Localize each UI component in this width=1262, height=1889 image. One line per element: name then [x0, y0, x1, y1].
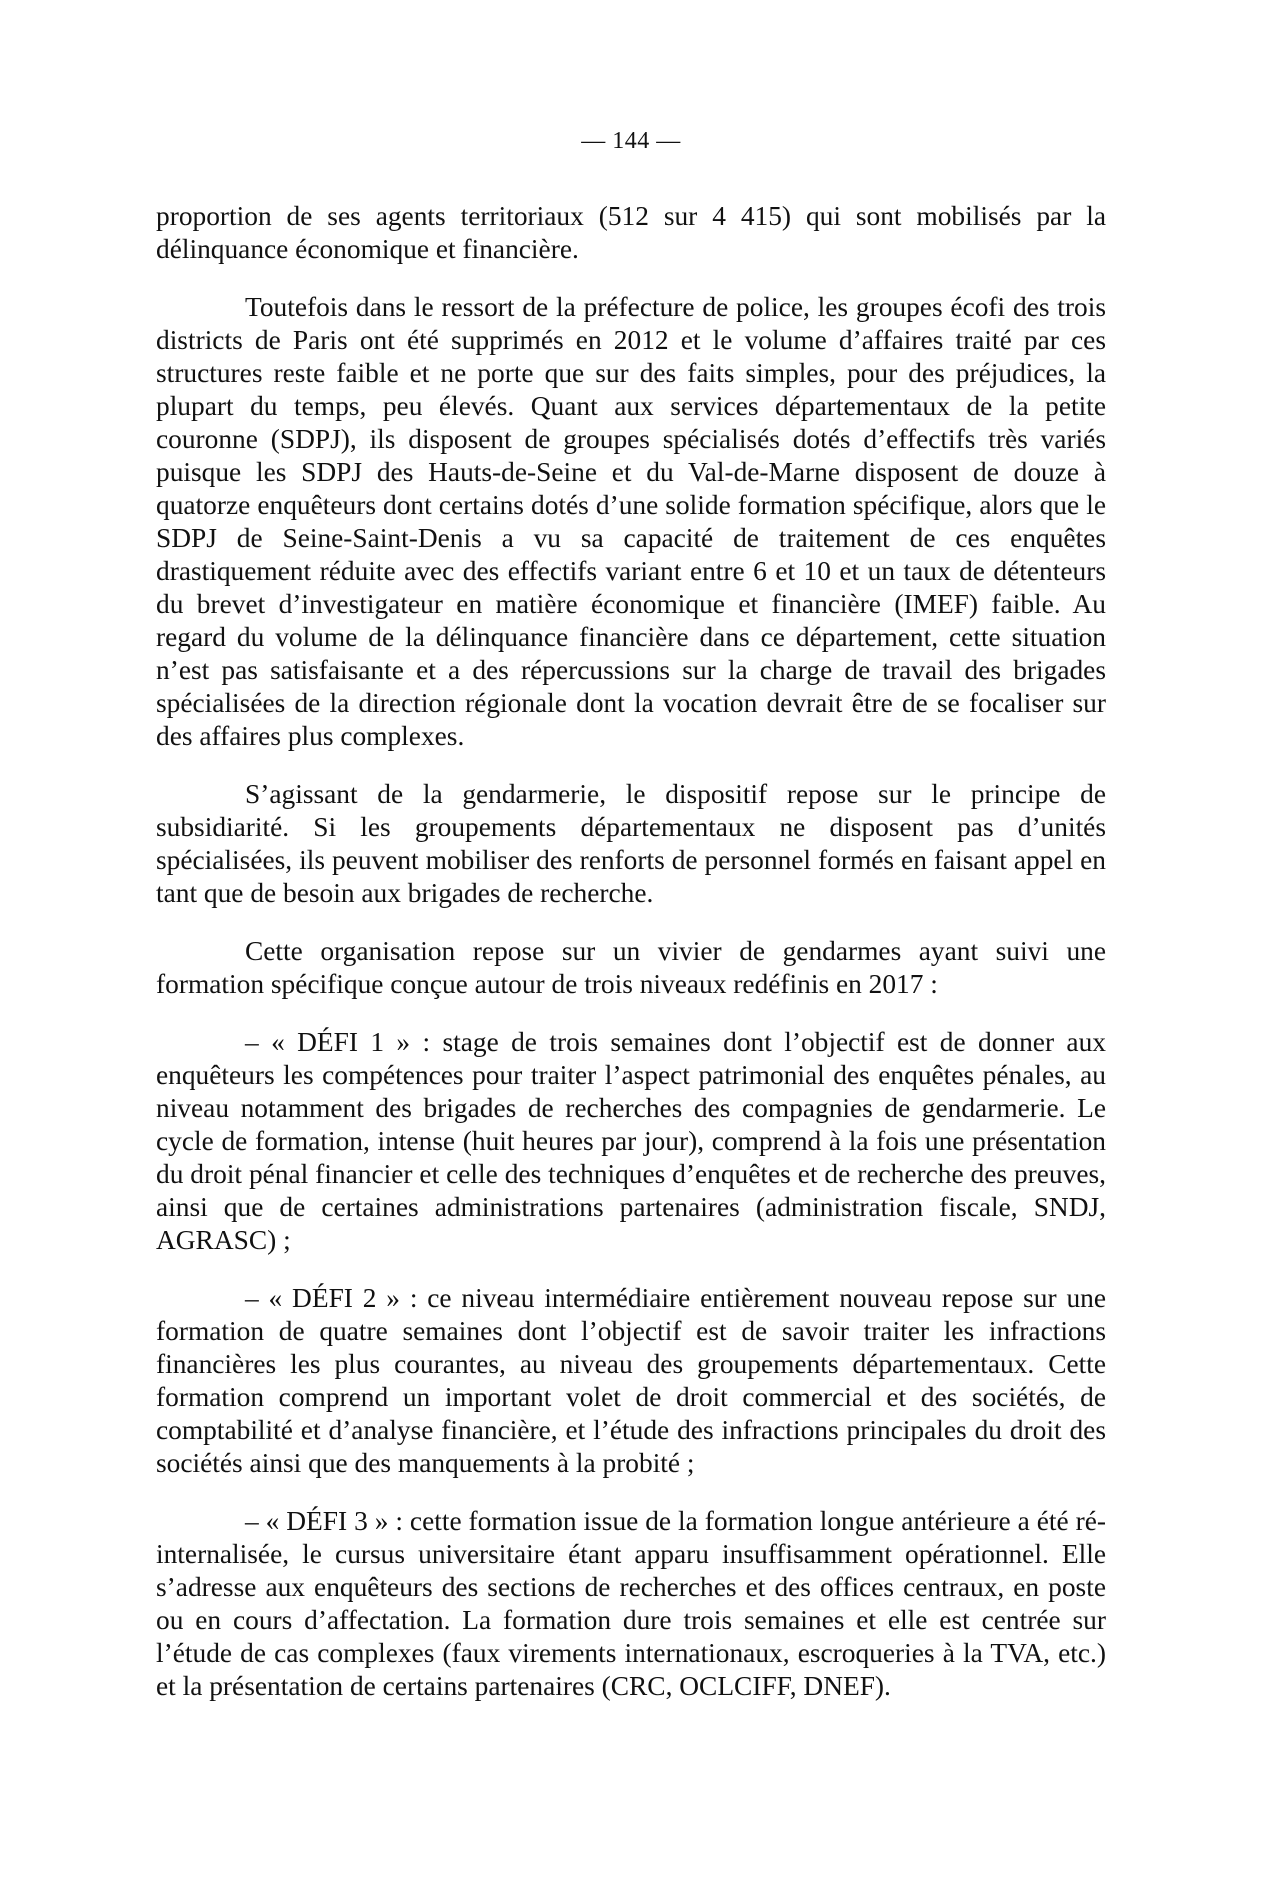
list-item-defi-1: – « DÉFI 1 » : stage de trois semaines dont l’objectif est de donner aux enquêteurs les compétences pour traiter l’aspect patrimonial des enquêtes pénales, au niveau notamment des brigades de recherches des compagnies de gendarmerie. Le cycle de formation, intense (huit heures par jour), comprend à la fois une présentation du droit pénal financier et celle des techniques d’enquêtes et de recherche des preuves, ainsi que de certaines administrations partenaires (administration fiscale, SNDJ, AGRASC) ; — [156, 1027, 1106, 1255]
list-item-defi-3: – « DÉFI 3 » : cette formation issue de la formation longue antérieure a été ré-internalisée, le cursus universitaire étant apparu insuffisamment opérationnel. Elle s’adresse aux enquêteurs des sections de recherches et des offices centraux, en poste ou en cours d’affectation. La formation dure trois semaines et elle est centrée sur l’étude de cas complexes (faux virements internationaux, escroqueries à la TVA, etc.) et la présentation de certains partenaires (CRC, OCLCIFF, DNEF). — [156, 1506, 1106, 1701]
paragraph-gendarmerie: S’agissant de la gendarmerie, le dispositif repose sur le principe de subsidiarité. Si les groupements départementaux ne disposent pas d’unités spécialisées, ils peuvent mobiliser des renforts de personnel formés en faisant appel en tant que de besoin aux brigades de recherche. — [156, 779, 1106, 908]
page-number: — 144 — — [581, 128, 681, 154]
list-item-defi-2: – « DÉFI 2 » : ce niveau intermédiaire entièrement nouveau repose sur une formation de quatre semaines dont l’objectif est de savoir traiter les infractions financières les plus courantes, au niveau des groupements départementaux. Cette formation comprend un important volet de droit commercial et des sociétés, de comptabilité et d’analyse financière, et l’étude des infractions principales du droit des sociétés ainsi que des manquements à la probité ; — [156, 1283, 1106, 1478]
paragraph-continuation: proportion de ses agents territoriaux (512 sur 4 415) qui sont mobilisés par la délinquance économique et financière. — [156, 201, 1106, 264]
paragraph-organisation: Cette organisation repose sur un vivier de gendarmes ayant suivi une formation spécifique conçue autour de trois niveaux redéfinis en 2017 : — [156, 936, 1106, 999]
paragraph-prefecture-police: Toutefois dans le ressort de la préfecture de police, les groupes écofi des trois districts de Paris ont été supprimés en 2012 et le volume d’affaires traité par ces structures reste faible et ne porte que sur des faits simples, pour des préjudices, la plupart du temps, peu élevés. Quant aux services départementaux de la petite couronne (SDPJ), ils disposent de groupes spécialisés dotés d’effectifs très variés puisque les SDPJ des Hauts-de-Seine et du Val-de-Marne disposent de douze à quatorze enquêteurs dont certains dotés d’une solide formation spécifique, alors que le SDPJ de Seine-Saint-Denis a vu sa capacité de traitement de ces enquêtes drastiquement réduite avec des effectifs variant entre 6 et 10 et un taux de détenteurs du brevet d’investigateur en matière économique et financière (IMEF) faible. Au regard du volume de la délinquance financière dans ce département, cette situation n’est pas satisfaisante et a des répercussions sur la charge de travail des brigades spécialisées de la direction régionale dont la vocation devrait être de se focaliser sur des affaires plus complexes. — [156, 292, 1106, 751]
